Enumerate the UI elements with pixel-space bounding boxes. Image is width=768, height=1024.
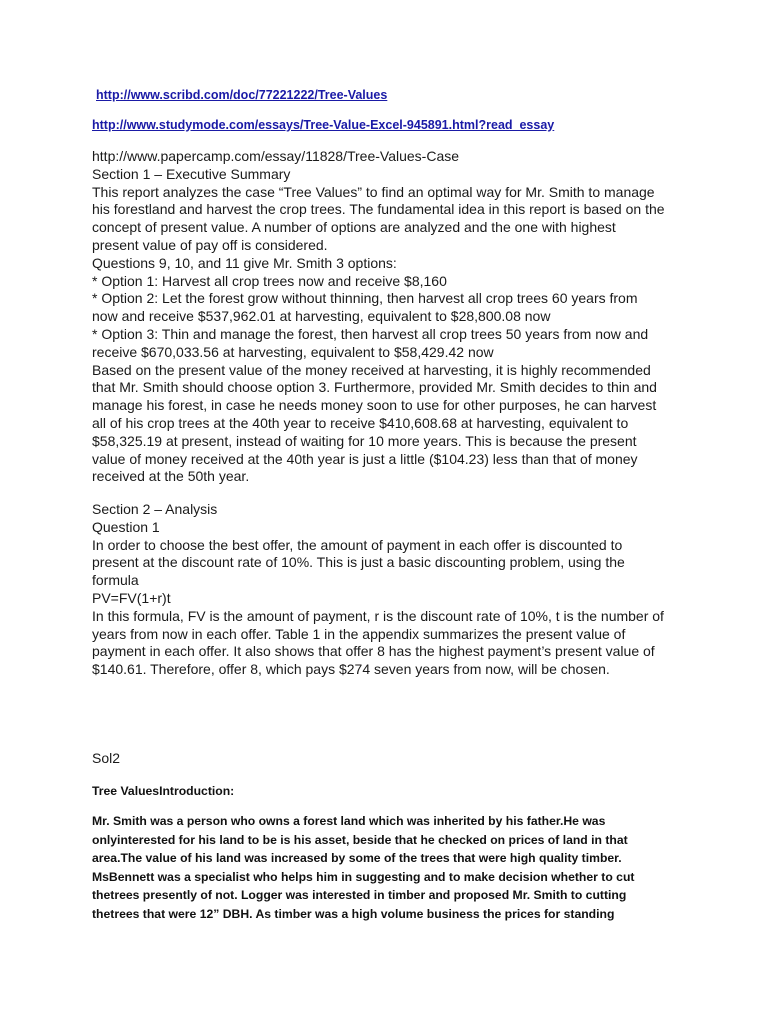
intro-line: MsBennett was a specialist who helps him in suggesting and to make decision whether to cut bbox=[92, 869, 635, 884]
option-1-line: * Option 1: Harvest all crop trees now and receive $8,160 bbox=[92, 272, 447, 289]
option-3-line: receive $670,033.56 at harvesting, equivalent to $58,429.42 now bbox=[92, 343, 494, 360]
scribd-link[interactable]: http://www.scribd.com/doc/77221222/Tree-Values bbox=[96, 88, 388, 102]
summary-line: all of his crop trees at the 40th year to receive $410,608.68 at harvesting, equivalent to bbox=[92, 414, 629, 431]
section-1-heading: Section 1 – Executive Summary bbox=[92, 165, 291, 182]
intro-line: thetrees that were 12” DBH. As timber was a high volume business the prices for standing bbox=[92, 906, 615, 921]
analysis-line: $140.61. Therefore, offer 8, which pays $274 seven years from now, will be chosen. bbox=[92, 661, 610, 678]
summary-line: concept of present value. A number of options are analyzed and the one with highest bbox=[92, 219, 616, 236]
intro-line: thetrees presently of not. Logger was interested in timber and proposed Mr. Smith to cutting bbox=[92, 888, 627, 903]
tree-values-heading: Tree ValuesIntroduction: bbox=[92, 784, 235, 798]
section-1-executive-summary bbox=[92, 148, 692, 486]
tree-values-introduction bbox=[92, 812, 692, 924]
intro-line: Mr. Smith was a person who owns a forest land which was inherited by his father.He was bbox=[92, 814, 606, 828]
summary-line: Based on the present value of the money received at harvesting, it is highly recommended bbox=[92, 361, 651, 378]
papercamp-url: http://www.papercamp.com/essay/11828/Tree-Values-Case bbox=[92, 148, 460, 164]
sol2-label: Sol2 bbox=[92, 750, 121, 766]
tree-values-title bbox=[92, 782, 692, 801]
analysis-line: present at the discount rate of 10%. This is just a basic discounting problem, using the bbox=[92, 554, 625, 571]
analysis-line: formula bbox=[92, 572, 139, 589]
summary-line: Questions 9, 10, and 11 give Mr. Smith 3 options: bbox=[92, 254, 397, 271]
intro-line: area.The value of his land was increased by some of the trees that were high quality timber. bbox=[92, 851, 622, 866]
analysis-line: years from now in each offer. Table 1 in the appendix summarizes the present value of bbox=[92, 625, 626, 642]
intro-line: onlyinterested for his land to be is his asset, beside that he checked on prices of land in that bbox=[92, 832, 628, 847]
studymode-link[interactable]: http://www.studymode.com/essays/Tree-Value-Excel-945891.html?read_essay bbox=[92, 118, 555, 132]
analysis-line: payment in each offer. It also shows that offer 8 has the highest payment’s present value of bbox=[92, 643, 655, 660]
option-3-line: * Option 3: Thin and manage the forest, then harvest all crop trees 50 years from now and bbox=[92, 325, 649, 342]
section-2-analysis bbox=[92, 501, 692, 679]
option-2-line: now and receive $537,962.01 at harvesting, equivalent to $28,800.08 now bbox=[92, 308, 551, 325]
summary-line: value of money received at the 40th year is just a little ($104.23) less than that of money bbox=[92, 450, 638, 467]
question-1-heading: Question 1 bbox=[92, 518, 160, 535]
summary-line: his forestland and harvest the crop trees. The fundamental idea in this report is based on the bbox=[92, 201, 665, 218]
summary-line: $58,325.19 at present, instead of waiting for 10 more years. This is because the present bbox=[92, 432, 637, 449]
summary-line: that Mr. Smith should choose option 3. Furthermore, provided Mr. Smith decides to thin and bbox=[92, 379, 657, 396]
summary-line: manage his forest, in case he needs money soon to use for other purposes, he can harvest bbox=[92, 397, 657, 414]
summary-line: This report analyzes the case “Tree Values” to find an optimal way for Mr. Smith to manage bbox=[92, 183, 655, 200]
analysis-line: In order to choose the best offer, the amount of payment in each offer is discounted to bbox=[92, 536, 623, 553]
summary-line: present value of pay off is considered. bbox=[92, 236, 328, 253]
summary-line: received at the 50th year. bbox=[92, 468, 250, 485]
option-2-line: * Option 2: Let the forest grow without thinning, then harvest all crop trees 60 years from bbox=[92, 290, 638, 307]
section-2-heading: Section 2 – Analysis bbox=[92, 501, 218, 517]
formula-line: PV=FV(1+r)t bbox=[92, 589, 171, 606]
analysis-line: In this formula, FV is the amount of payment, r is the discount rate of 10%, t is the number of bbox=[92, 607, 664, 624]
